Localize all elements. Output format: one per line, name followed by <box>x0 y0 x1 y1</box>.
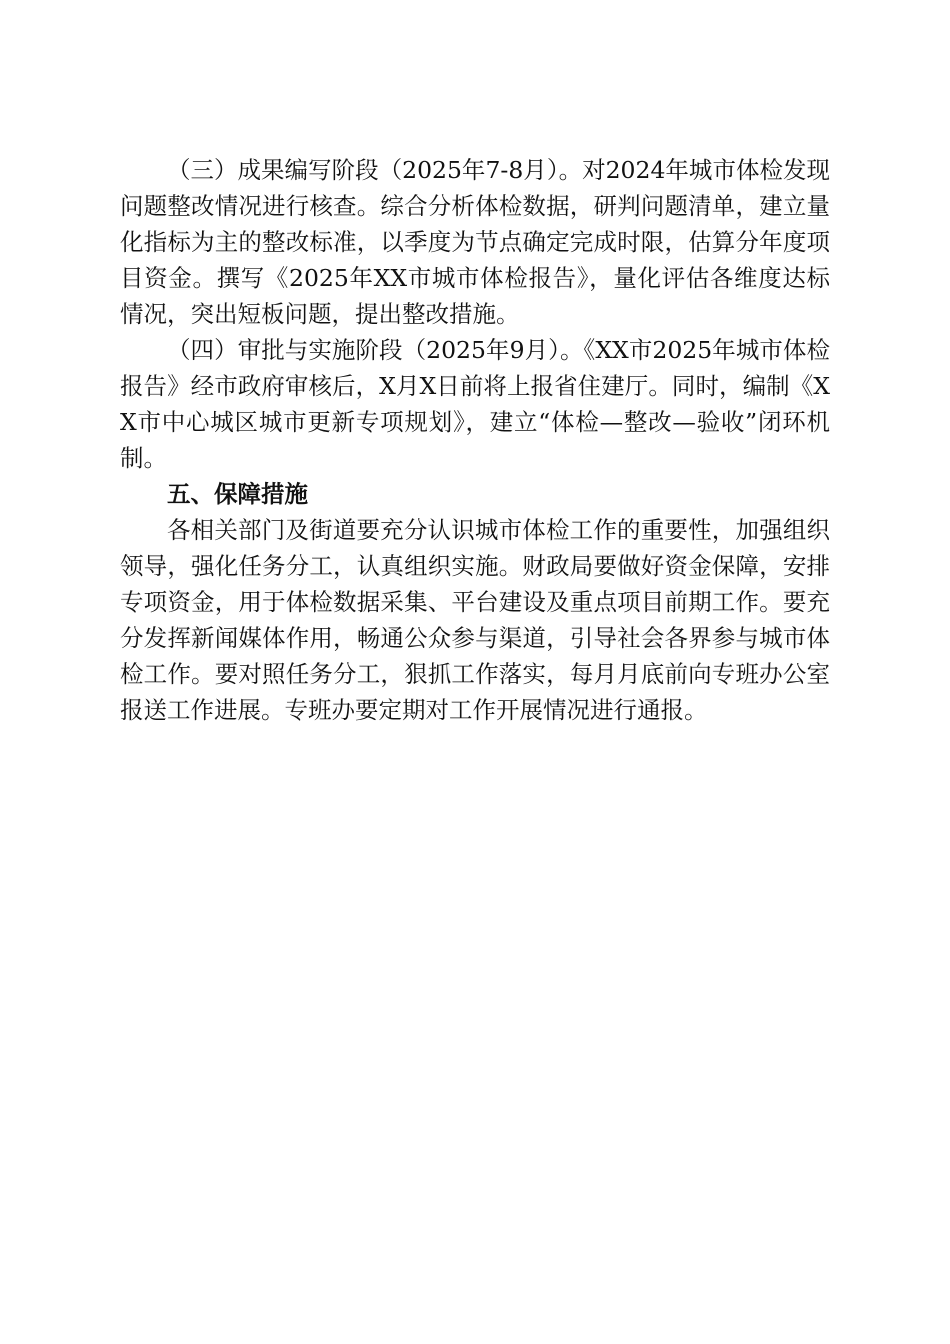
paragraph-safeguards-body: 各相关部门及街道要充分认识城市体检工作的重要性，加强组织领导，强化任务分工，认真组织实施。财政局要做好资金保障，安排专项资金，用于体检数据采集、平台建设及重点项目前期工作。要充分发挥新闻媒体作用，畅通公众参与渠道，引导社会各界参与城市体检工作。要对照任务分工，狠抓工作落实，每月月底前向专班办公室报送工作进展。专班办要定期对工作开展情况进行通报。 <box>120 516 830 724</box>
document-page <box>120 152 830 728</box>
section-heading-safeguards: 五、保障措施 <box>167 480 308 508</box>
paragraph-stage-three: （三）成果编写阶段（2025年7-8月）。对2024年城市体检发现问题整改情况进行核查。综合分析体检数据，研判问题清单，建立量化指标为主的整改标准，以季度为节点确定完成时限，估算分年度项目资金。撰写《2025年XX市城市体检报告》，量化评估各维度达标情况，突出短板问题，提出整改措施。 <box>120 156 830 328</box>
paragraph-stage-four: （四）审批与实施阶段（2025年9月）。《XX市2025年城市体检报告》经市政府审核后，X月X日前将上报省住建厅。同时，编制《XX市中心城区城市更新专项规划》，建立“体检—整改—验收”闭环机制。 <box>120 336 830 472</box>
